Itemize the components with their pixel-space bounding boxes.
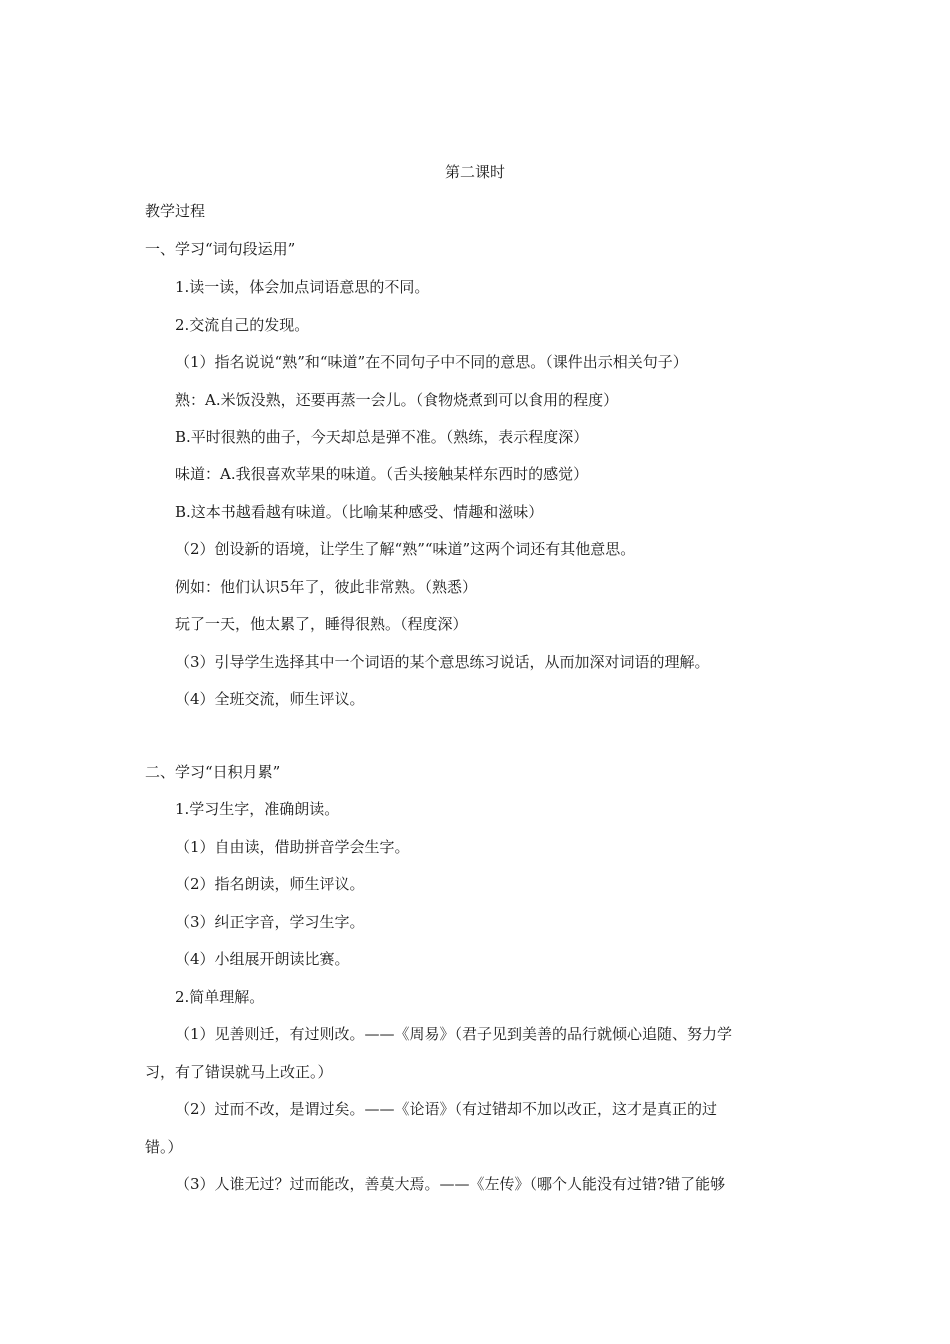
text-line: （2）创设新的语境，让学生了解“熟”“味道”这两个词还有其他意思。 bbox=[175, 540, 636, 558]
section-heading-1: 一、学习“词句段运用” bbox=[145, 240, 296, 258]
text-line: 味道：A.我很喜欢苹果的味道。（舌头接触某样东西时的感觉） bbox=[175, 465, 589, 483]
text-line: 2.简单理解。 bbox=[175, 988, 265, 1006]
text-line: 错。） bbox=[145, 1138, 183, 1156]
text-line: （2）指名朗读，师生评议。 bbox=[175, 875, 365, 893]
text-line: 熟：A.米饭没熟，还要再蒸一会儿。（食物烧煮到可以食用的程度） bbox=[175, 391, 619, 409]
text-line: （3）人谁无过？过而能改，善莫大焉。——《左传》（哪个人能没有过错?错了能够 bbox=[175, 1175, 726, 1193]
text-line: （1）见善则迁，有过则改。——《周易》（君子见到美善的品行就倾心追随、努力学 bbox=[175, 1025, 733, 1043]
text-line: 1.学习生字，准确朗读。 bbox=[175, 800, 340, 818]
text-line: （4）小组展开朗读比赛。 bbox=[175, 950, 350, 968]
text-line: （3）纠正字音，学习生字。 bbox=[175, 913, 365, 931]
text-line: （4）全班交流，师生评议。 bbox=[175, 690, 365, 708]
text-line: （2）过而不改，是谓过矣。——《论语》（有过错却不加以改正，这才是真正的过 bbox=[175, 1100, 718, 1118]
text-line: B.平时很熟的曲子，今天却总是弹不准。（熟练，表示程度深） bbox=[175, 428, 589, 446]
section-heading-2: 二、学习“日积月累” bbox=[145, 763, 281, 781]
text-line: 例如：他们认识5年了，彼此非常熟。（熟悉） bbox=[175, 578, 478, 596]
text-line: 习，有了错误就马上改正。） bbox=[145, 1063, 333, 1081]
text-line: （3）引导学生选择其中一个词语的某个意思练习说话，从而加深对词语的理解。 bbox=[175, 653, 710, 671]
text-line: 2.交流自己的发现。 bbox=[175, 316, 310, 334]
text-line: B.这本书越看越有味道。（比喻某种感受、情趣和滋味） bbox=[175, 503, 544, 521]
text-line: （1）自由读，借助拼音学会生字。 bbox=[175, 838, 410, 856]
text-line: 1.读一读，体会加点词语意思的不同。 bbox=[175, 278, 430, 296]
text-line: 玩了一天，他太累了，睡得很熟。（程度深） bbox=[175, 615, 468, 633]
section-heading-teaching-process: 教学过程 bbox=[145, 202, 206, 220]
text-line: （1）指名说说“熟”和“味道”在不同句子中不同的意思。（课件出示相关句子） bbox=[175, 353, 688, 371]
lesson-title: 第二课时 bbox=[444, 163, 505, 181]
